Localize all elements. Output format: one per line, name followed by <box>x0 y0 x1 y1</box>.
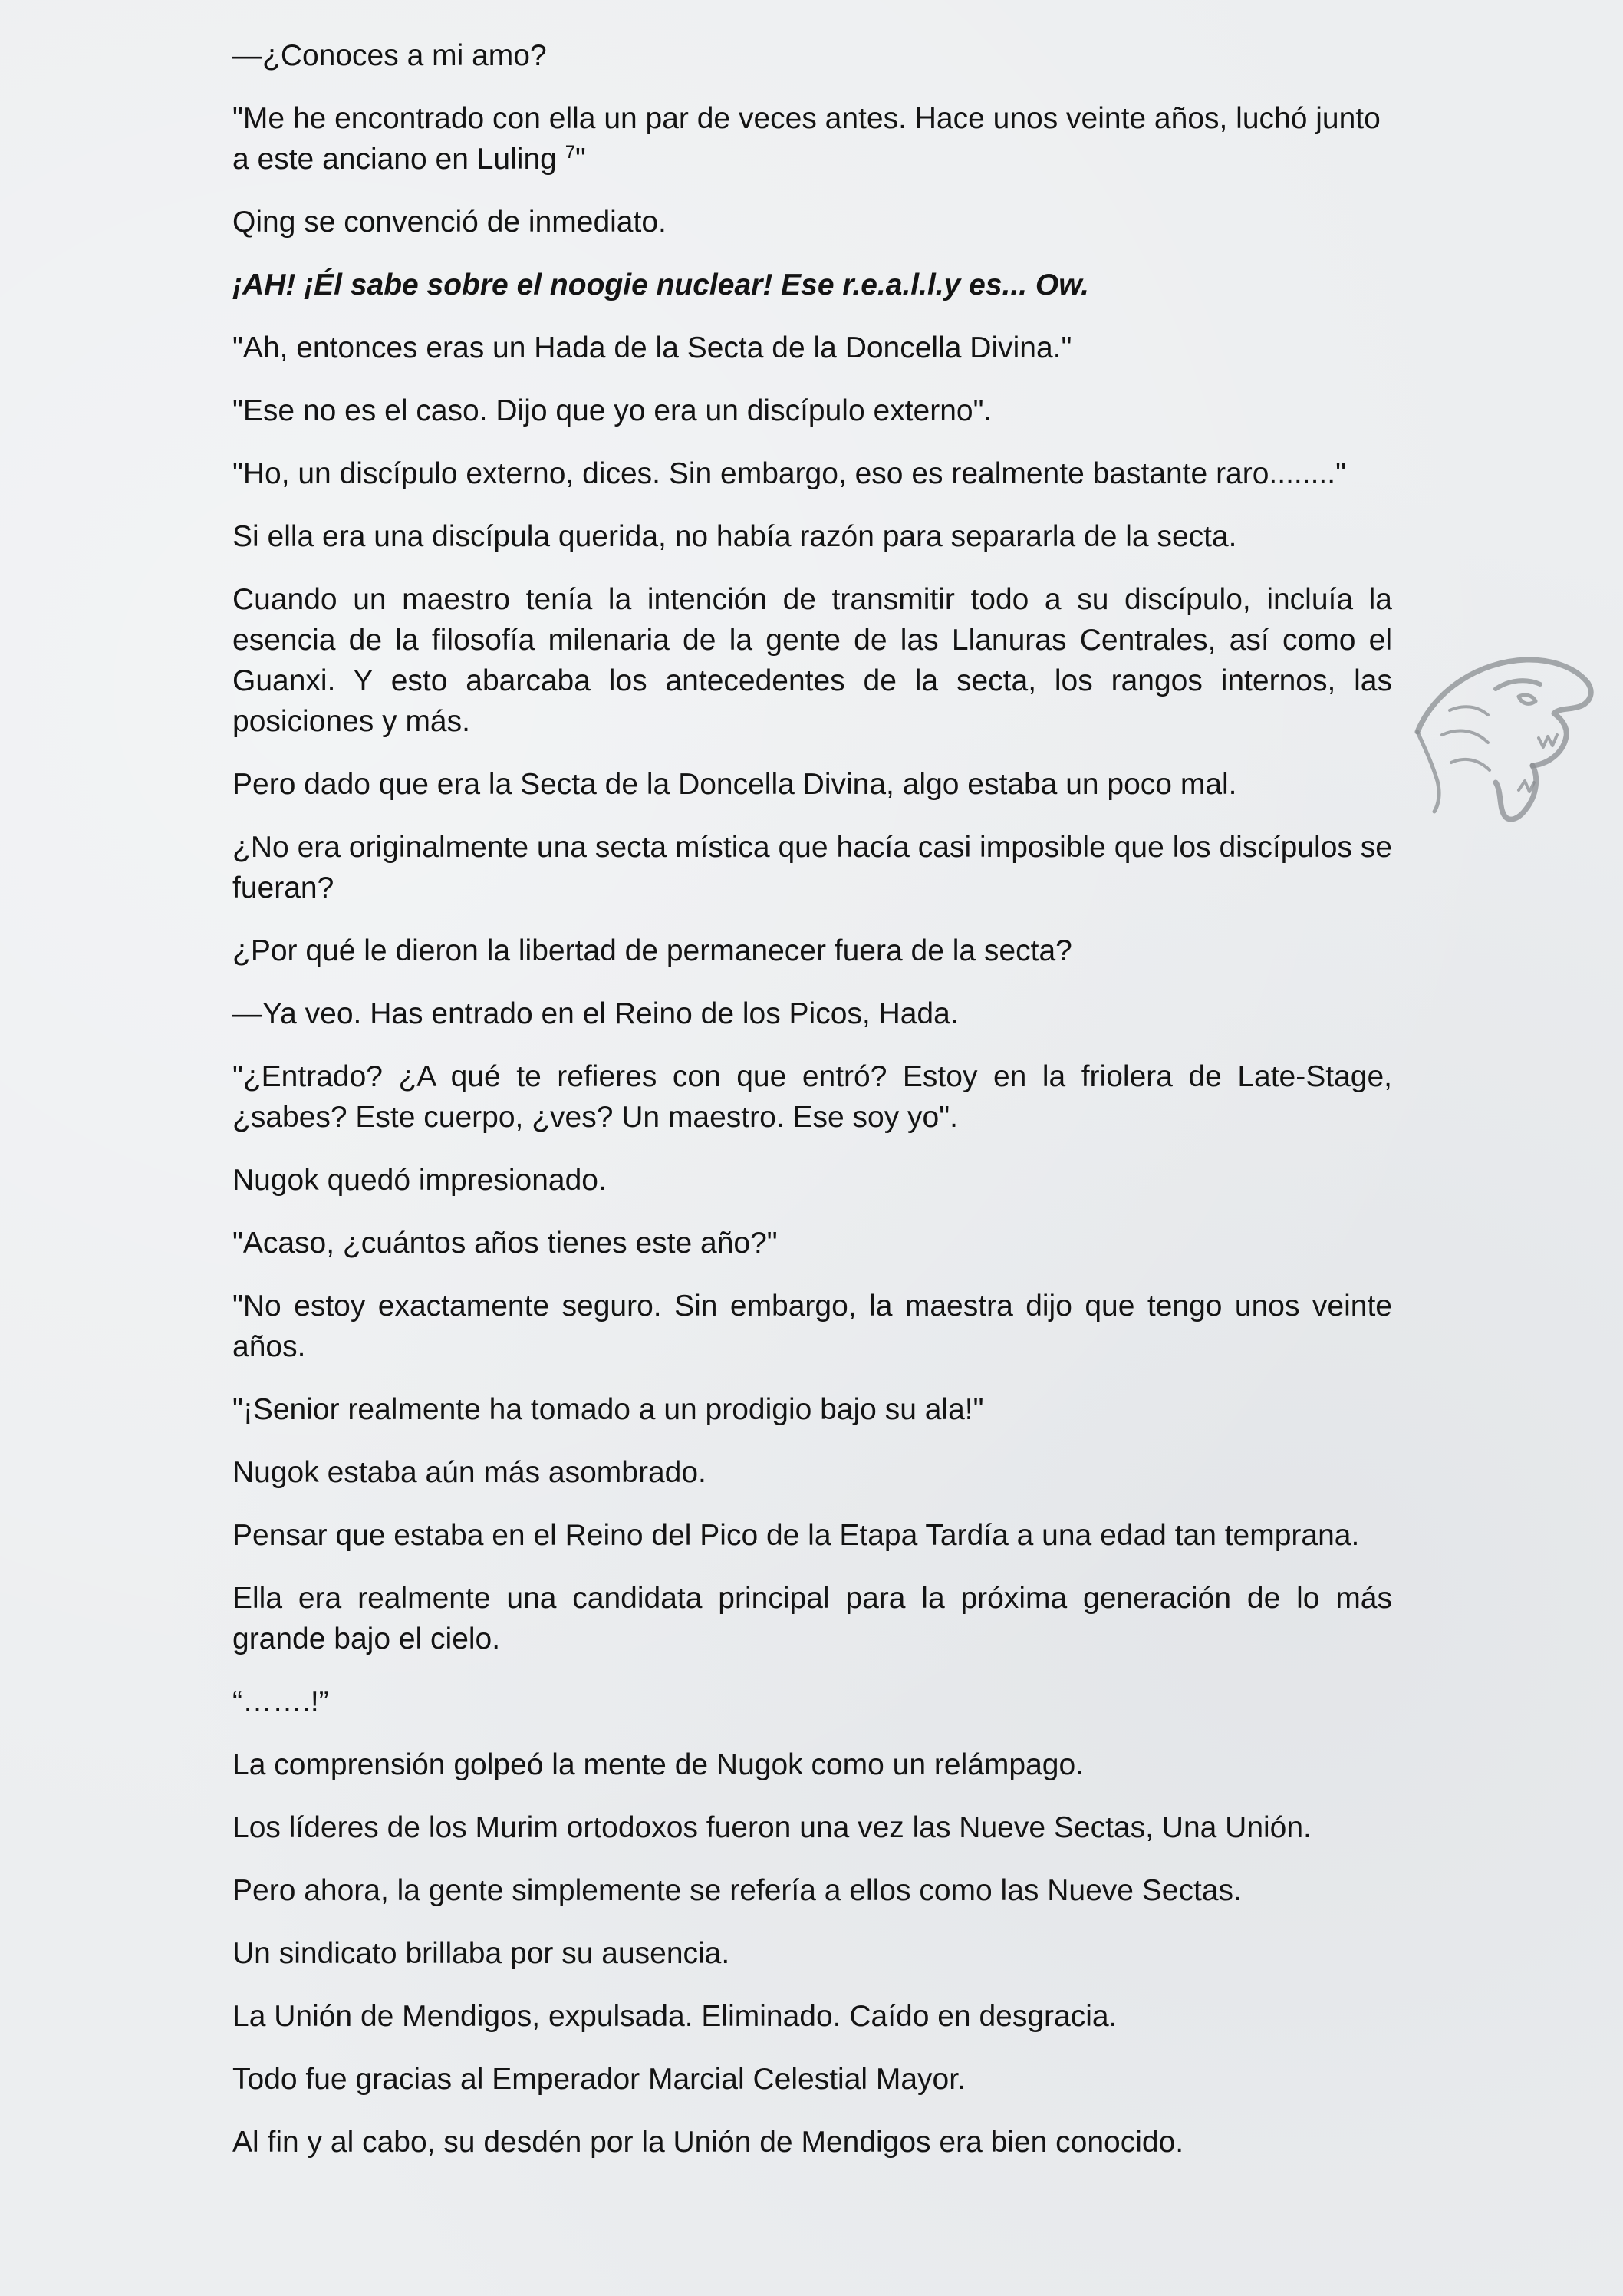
paragraph: "¿Entrado? ¿A qué te refieres con que entró? Estoy en la friolera de Late-Stage, ¿sabes? Este cuerpo, ¿ves? Un maestro. Ese soy yo". <box>232 1060 1392 1134</box>
paragraph: Nugok quedó impresionado. <box>232 1164 607 1197</box>
paragraph: "Ho, un discípulo externo, dices. Sin embargo, eso es realmente bastante raro........" <box>232 457 1346 490</box>
paragraph: Qing se convenció de inmediato. <box>232 206 667 239</box>
paragraph: Cuando un maestro tenía la intención de transmitir todo a su discípulo, incluía la esencia de la filosofía milenaria de la gente de las Llanuras Centrales, así como el Guanxi. Y esto abarcaba los antecedentes de la secta, los rangos internos, las posiciones y más. <box>232 583 1392 738</box>
closing-quote: " <box>575 143 586 176</box>
brow-ridge <box>1496 680 1540 689</box>
paragraph: Nugok estaba aún más asombrado. <box>232 1456 706 1489</box>
paragraph: La Unión de Mendigos, expulsada. Eliminado. Caído en desgracia. <box>232 2000 1118 2033</box>
paragraph: “…….!” <box>232 1685 329 1718</box>
paragraph-text: "Me he encontrado con ella un par de veces antes. Hace unos veinte años, luchó junto a este anciano en Luling <box>232 102 1381 176</box>
skin-stripe-3 <box>1451 759 1490 770</box>
paragraph: —¿Conoces a mi amo? <box>232 39 547 72</box>
paragraph: Pero dado que era la Secta de la Doncella Divina, algo estaba un poco mal. <box>232 768 1237 801</box>
skull-outline <box>1417 660 1591 766</box>
teeth-lower <box>1519 781 1534 792</box>
paragraph: "Ese no es el caso. Dijo que yo era un discípulo externo". <box>232 394 993 427</box>
dinosaur-head-icon <box>1404 631 1603 830</box>
skin-stripe-2 <box>1442 731 1488 743</box>
neck-line <box>1417 732 1439 812</box>
paragraph: "¡Senior realmente ha tomado a un prodigio bajo su ala!" <box>232 1393 984 1426</box>
paragraph: Al fin y al cabo, su desdén por la Unión de Mendigos era bien conocido. <box>232 2126 1184 2159</box>
paragraph: Un sindicato brillaba por su ausencia. <box>232 1937 730 1970</box>
paragraph: "No estoy exactamente seguro. Sin embargo, la maestra dijo que tengo unos veinte años. <box>232 1290 1392 1363</box>
paragraph: Pero ahora, la gente simplemente se refería a ellos como las Nueve Sectas. <box>232 1874 1242 1907</box>
paragraph: "Acaso, ¿cuántos años tienes este año?" <box>232 1227 778 1260</box>
text-column <box>232 35 1392 2185</box>
paragraph-emphasis: ¡AH! ¡Él sabe sobre el noogie nuclear! Ese r.e.a.l.l.y es... Ow. <box>232 268 1089 301</box>
skin-stripe-1 <box>1450 707 1488 715</box>
paragraph: Todo fue gracias al Emperador Marcial Celestial Mayor. <box>232 2063 966 2096</box>
paragraph: —Ya veo. Has entrado en el Reino de los Picos, Hada. <box>232 997 959 1030</box>
eye <box>1519 695 1536 703</box>
paragraph: Pensar que estaba en el Reino del Pico de la Etapa Tardía a una edad tan temprana. <box>232 1519 1360 1552</box>
paragraph: La comprensión golpeó la mente de Nugok como un relámpago. <box>232 1748 1085 1781</box>
paragraph: ¿Por qué le dieron la libertad de permanecer fuera de la secta? <box>232 934 1072 967</box>
paragraph: Ella era realmente una candidata principal para la próxima generación de lo más grande bajo el cielo. <box>232 1582 1392 1655</box>
paragraph-with-footnote <box>232 98 1392 180</box>
paragraph: "Ah, entonces eras un Hada de la Secta de la Doncella Divina." <box>232 331 1072 364</box>
paragraph: Los líderes de los Murim ortodoxos fueron una vez las Nueve Sectas, Una Unión. <box>232 1811 1312 1844</box>
paragraph: ¿No era originalmente una secta mística que hacía casi imposible que los discípulos se fueran? <box>232 831 1392 904</box>
paragraph: Si ella era una discípula querida, no había razón para separarla de la secta. <box>232 520 1237 553</box>
teeth-upper <box>1539 735 1557 747</box>
footnote-marker[interactable]: 7 <box>565 142 576 163</box>
watermark-strokes <box>1417 660 1591 819</box>
